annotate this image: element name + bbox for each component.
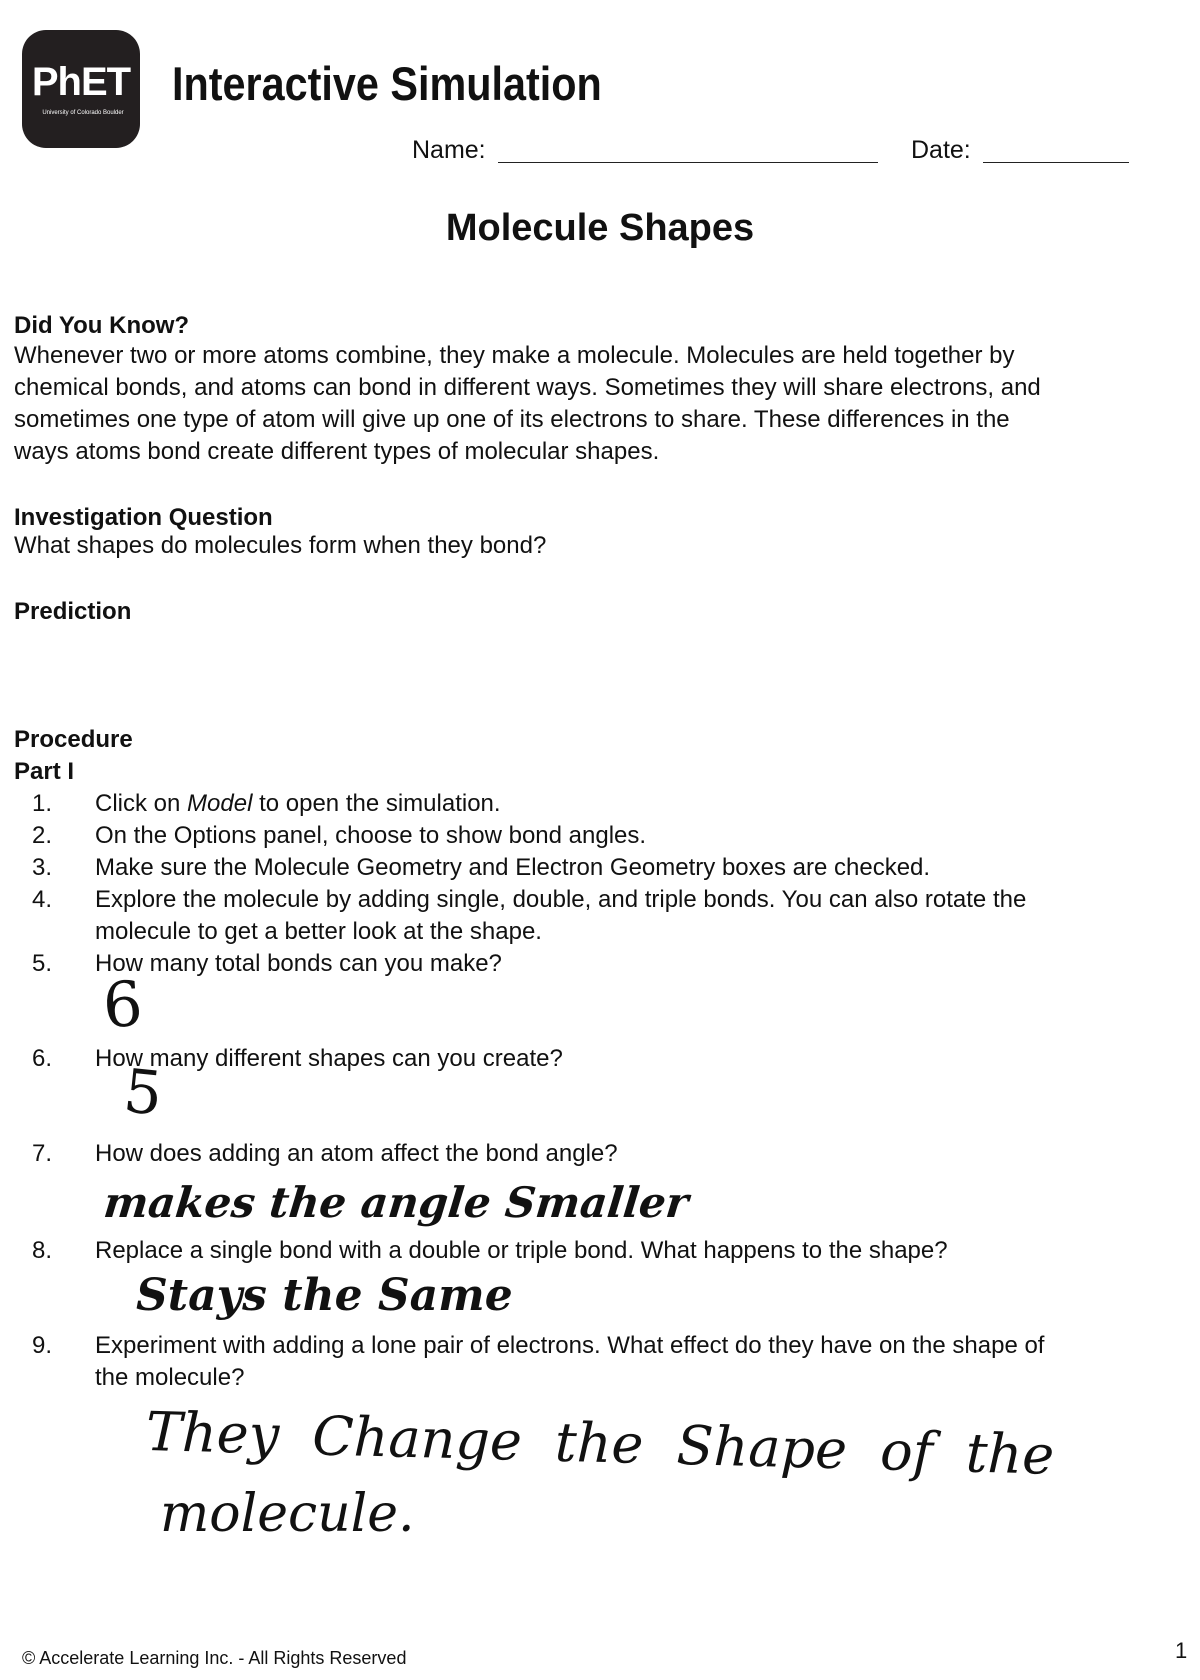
step-text (95, 788, 1175, 820)
step-text: Replace a single bond with a double or triple bond. What happens to the shape? (95, 1237, 948, 1264)
step-text-line: Experiment with adding a lone pair of electrons. What effect do they have on the shape of (95, 1332, 1045, 1359)
step-number: 8. (32, 1237, 53, 1264)
investigation-heading: Investigation Question (14, 504, 273, 531)
step-text-part: to open the simulation. (252, 790, 501, 817)
step-text: Make sure the Molecule Geometry and Electron Geometry boxes are checked. (95, 854, 931, 881)
name-blank-line (498, 162, 878, 163)
logo-text: PhET (31, 60, 131, 104)
step-text-line: the molecule? (95, 1364, 245, 1391)
step-number: 9. (32, 1332, 53, 1359)
phet-logo (22, 30, 140, 148)
paragraph-line: sometimes one type of atom will give up one of its electrons to share. These differences in the (14, 406, 1010, 433)
step-number: 4. (32, 886, 53, 913)
paragraph-line: chemical bonds, and atoms can bond in different ways. Sometimes they will share electrons, and (14, 374, 1041, 401)
procedure-heading: Procedure (14, 726, 133, 753)
investigation-question: What shapes do molecules form when they bond? (14, 532, 547, 559)
step-text-line: Explore the molecule by adding single, double, and triple bonds. You can also rotate the (95, 886, 1027, 913)
handwritten-answer-6: 5 (120, 1056, 166, 1130)
part-label: Part I (14, 758, 75, 785)
step-text: How many total bonds can you make? (95, 950, 502, 977)
date-label: Date: (911, 136, 971, 164)
step-number: 7. (32, 1140, 53, 1167)
logo-subtext: University of Colorado Boulder (42, 110, 124, 116)
step-text: On the Options panel, choose to show bond angles. (95, 822, 647, 849)
step-number: 5. (32, 950, 53, 977)
step-text: How does adding an atom affect the bond angle? (95, 1140, 618, 1167)
brand-title: Interactive Simulation (172, 57, 602, 110)
copyright-footer: © Accelerate Learning Inc. - All Rights Reserved (22, 1648, 407, 1668)
date-blank-line (983, 162, 1129, 163)
model-link-text: Model (187, 790, 253, 817)
did-you-know-heading: Did You Know? (14, 312, 190, 339)
page-number: 1 (1175, 1638, 1188, 1663)
step-text-part: Click on (95, 790, 188, 817)
step-text (95, 1330, 1175, 1394)
paragraph-line: ways atoms bond create different types of molecular shapes. (14, 438, 660, 465)
prediction-heading: Prediction (14, 598, 132, 625)
name-label: Name: (412, 136, 486, 164)
step-number: 2. (32, 822, 53, 849)
step-number: 1. (32, 790, 53, 817)
did-you-know-paragraph (14, 340, 1184, 468)
step-number: 3. (32, 854, 53, 881)
paragraph-line: Whenever two or more atoms combine, they make a molecule. Molecules are held together by (14, 342, 1015, 369)
step-number: 6. (32, 1045, 53, 1072)
handwritten-answer-5: 6 (100, 966, 145, 1043)
handwritten-answer-8: Stays the Same (136, 1270, 513, 1321)
handwritten-answer-9-line1: They Change the Shape of the (145, 1400, 1056, 1487)
handwritten-answer-7: makes the angle Smaller (101, 1178, 691, 1227)
document-title: Molecule Shapes (445, 207, 755, 249)
step-text: How many different shapes can you create? (95, 1045, 563, 1072)
handwritten-answer-9-line2: molecule. (160, 1484, 415, 1544)
step-text (95, 884, 1175, 948)
step-text-line: molecule to get a better look at the shape. (95, 918, 542, 945)
